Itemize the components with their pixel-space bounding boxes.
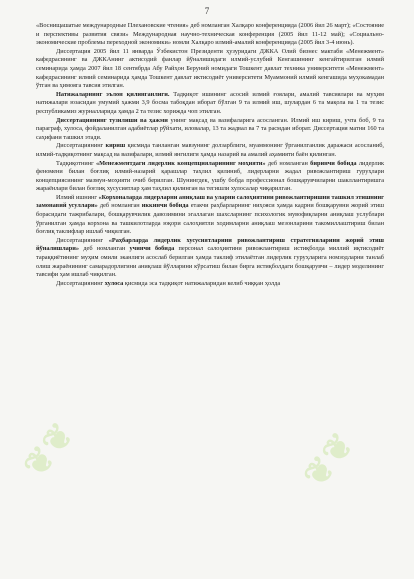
paragraph-text: Диссертациянинг — [56, 236, 104, 244]
paragraph-text: қисмида танланган мавзунинг долзарблиги, муаммонинг ўрганилганлик даражаси асосланиб, илмий-тадқиқотнинг мақсад ва вазифалари, илмий янгилиги ҳамда назарий ва амалий аҳамияти баён қилинган. — [36, 142, 384, 158]
paragraph — [36, 22, 384, 48]
paragraph-text: лидерлик феномени билан боғлиқ илмий-назарий қарашлар таҳлил қилиниб, лидерларни жадал ривожлантириш гуруҳлари концепциясининг мазмун-моҳияти очиб берилган. Шунингдек, ушбу бобда профессионал бошқарувчиларни шакллантиришга жараёнлари билан боғлиқ хусусиятлар ҳам таҳлил қилинган ва тегишли хулосалар чиқарилган. — [36, 159, 385, 193]
paragraph-text: Диссертациянинг — [56, 279, 104, 287]
bold-text: учинчи бобида — [125, 245, 175, 253]
paragraph-text: деб номланган — [97, 202, 140, 210]
paragraph-text: Тадқиқотнинг — [56, 159, 94, 167]
paragraph-text: персонал салоҳиятини ривожлантириш истиқболда миллий иқтисодиёт тараққиётининг муҳим омили эканлиги асослаб берилган ҳамда таклиф этилаётган лидерлик гуруҳларига номзодларни танлаб олиш жараёнининг самарадорлигини аниқлаш йўлларини кўрсатиш билан бирга истиқболдаги бошқарувчи – лидер моделининг тавсифи ҳам ишлаб чиқилган. — [36, 245, 384, 279]
paragraph-text: деб номланган — [265, 159, 308, 167]
paragraph — [36, 280, 384, 289]
paragraph — [36, 160, 384, 194]
paragraph-text: Илмий ишнинг — [56, 193, 97, 201]
bold-text: «Менежментдаги лидерлик концепцияларининг моҳияти» — [93, 159, 266, 167]
paragraph — [36, 194, 384, 237]
paragraph-text: Диссертациянинг — [56, 142, 104, 150]
bold-text: «Корхоналарда лидерларни аниқлаш ва уларни салоҳиятини ривожлантиришни ташкил этишнинг замонавий усуллари» — [36, 193, 385, 210]
watermark: ❦❦ — [16, 415, 83, 485]
paragraph-text: «Воснищашатые международные Плехановские чтения» деб номланган Халқаро конференцияда (2006 йил 26 март); «Состояние и перспективы развития связи» Международная научно-техническая конференция (2005 йил 11-12 май); «Социально-экономические проблемы переходной экономики» номли Халқаро илмий-амалий конференцияда (2005 йил 3-4 июнь). — [36, 22, 384, 47]
paragraph-text: унинг мақсад ва вазифаларига асосланган. Илмий иш кириш, учта боб, 9 та параграф, хулоса, фойдаланилган адабиётлар рўйхати, иловалар, 13 та жадвал ва 7 та расмдан иборат. Диссертация матни 160 та саҳифани ташкил этади. — [36, 116, 384, 141]
bold-text: иккинчи бобида — [139, 202, 189, 210]
bold-text: «Раҳбарларда лидерлик хусусиятларини ривожлантириш стратегияларини жорий этиш йўналишлари» — [36, 236, 384, 253]
paragraph-text: деб номланган — [79, 245, 126, 253]
bold-text: Натижаларнинг эълон қилинганлиги. — [56, 90, 170, 98]
bold-text: Диссертациянинг тузилиши ва ҳажми — [56, 116, 168, 124]
paragraph-text: қисмида эса тадқиқот натижаларидан келиб чиққан ҳолда — [123, 279, 281, 287]
paragraph-text: Диссертация 2005 йил 11 январда Ўзбекистон Президенти ҳузуридаги ДЖКА Олий бизнес мактаби «Менежмент» кафедрасининг ва ДЖКАнинг актисодий фанлар йўналишидаги илмий-услубий Кенгашининг кенгайтирилган илмий семинарида ҳамда 2007 йил 18 сентябрда Абу Райҳон Беруний номидаги Тошкент давлат техника университети «Менежмент» кафедрасининг илмий семинарида ҳамда Тошкент давлат иктисодиёт университети Муаммоний илмий кенгашида муҳокамадан ўтган ва ҳимояга тавсия этилган. — [36, 47, 384, 90]
paragraph — [36, 117, 384, 143]
paragraph — [36, 142, 384, 159]
paragraph-text: етакчи раҳбарларнинг ниҳояси ҳамда кадрни бошқарувни жорий этиш борасидаги тажрибалари, бошқарувчилик давозимини эгаллаган шахсларнинг психологик мувофиқларни аниқлаш услублари ўрганилган ҳамда корхона ва ташкилотларда юқори салоҳиятли ходимларни аниқлаш мезонларини такомиллаштириш билан боғлиқ таклифлар ишлаб чиқилган. — [36, 202, 385, 236]
paragraph-text: Тадқиқот ишининг асосий илмий ғоялари, амалий тавсиялари ва муҳим натижалари юзасидан умумий ҳажми 3,9 босма табоқдан иборат бўлган 9 та илмий иш, шулардан 6 та мақола ва 1 та тезис республикамиз журналларида ҳамда 2 та тезис хорижда чоп этилган. — [36, 90, 384, 115]
page-number: 7 — [204, 6, 210, 16]
paragraph — [36, 48, 384, 91]
paragraph — [36, 91, 384, 117]
bold-text: хулоса — [103, 279, 124, 287]
paragraph — [36, 237, 384, 280]
document-body — [36, 22, 384, 288]
bold-text: кириш — [103, 142, 126, 150]
watermark: ❦❦ — [296, 425, 363, 495]
bold-text: биринчи бобида — [307, 159, 357, 167]
